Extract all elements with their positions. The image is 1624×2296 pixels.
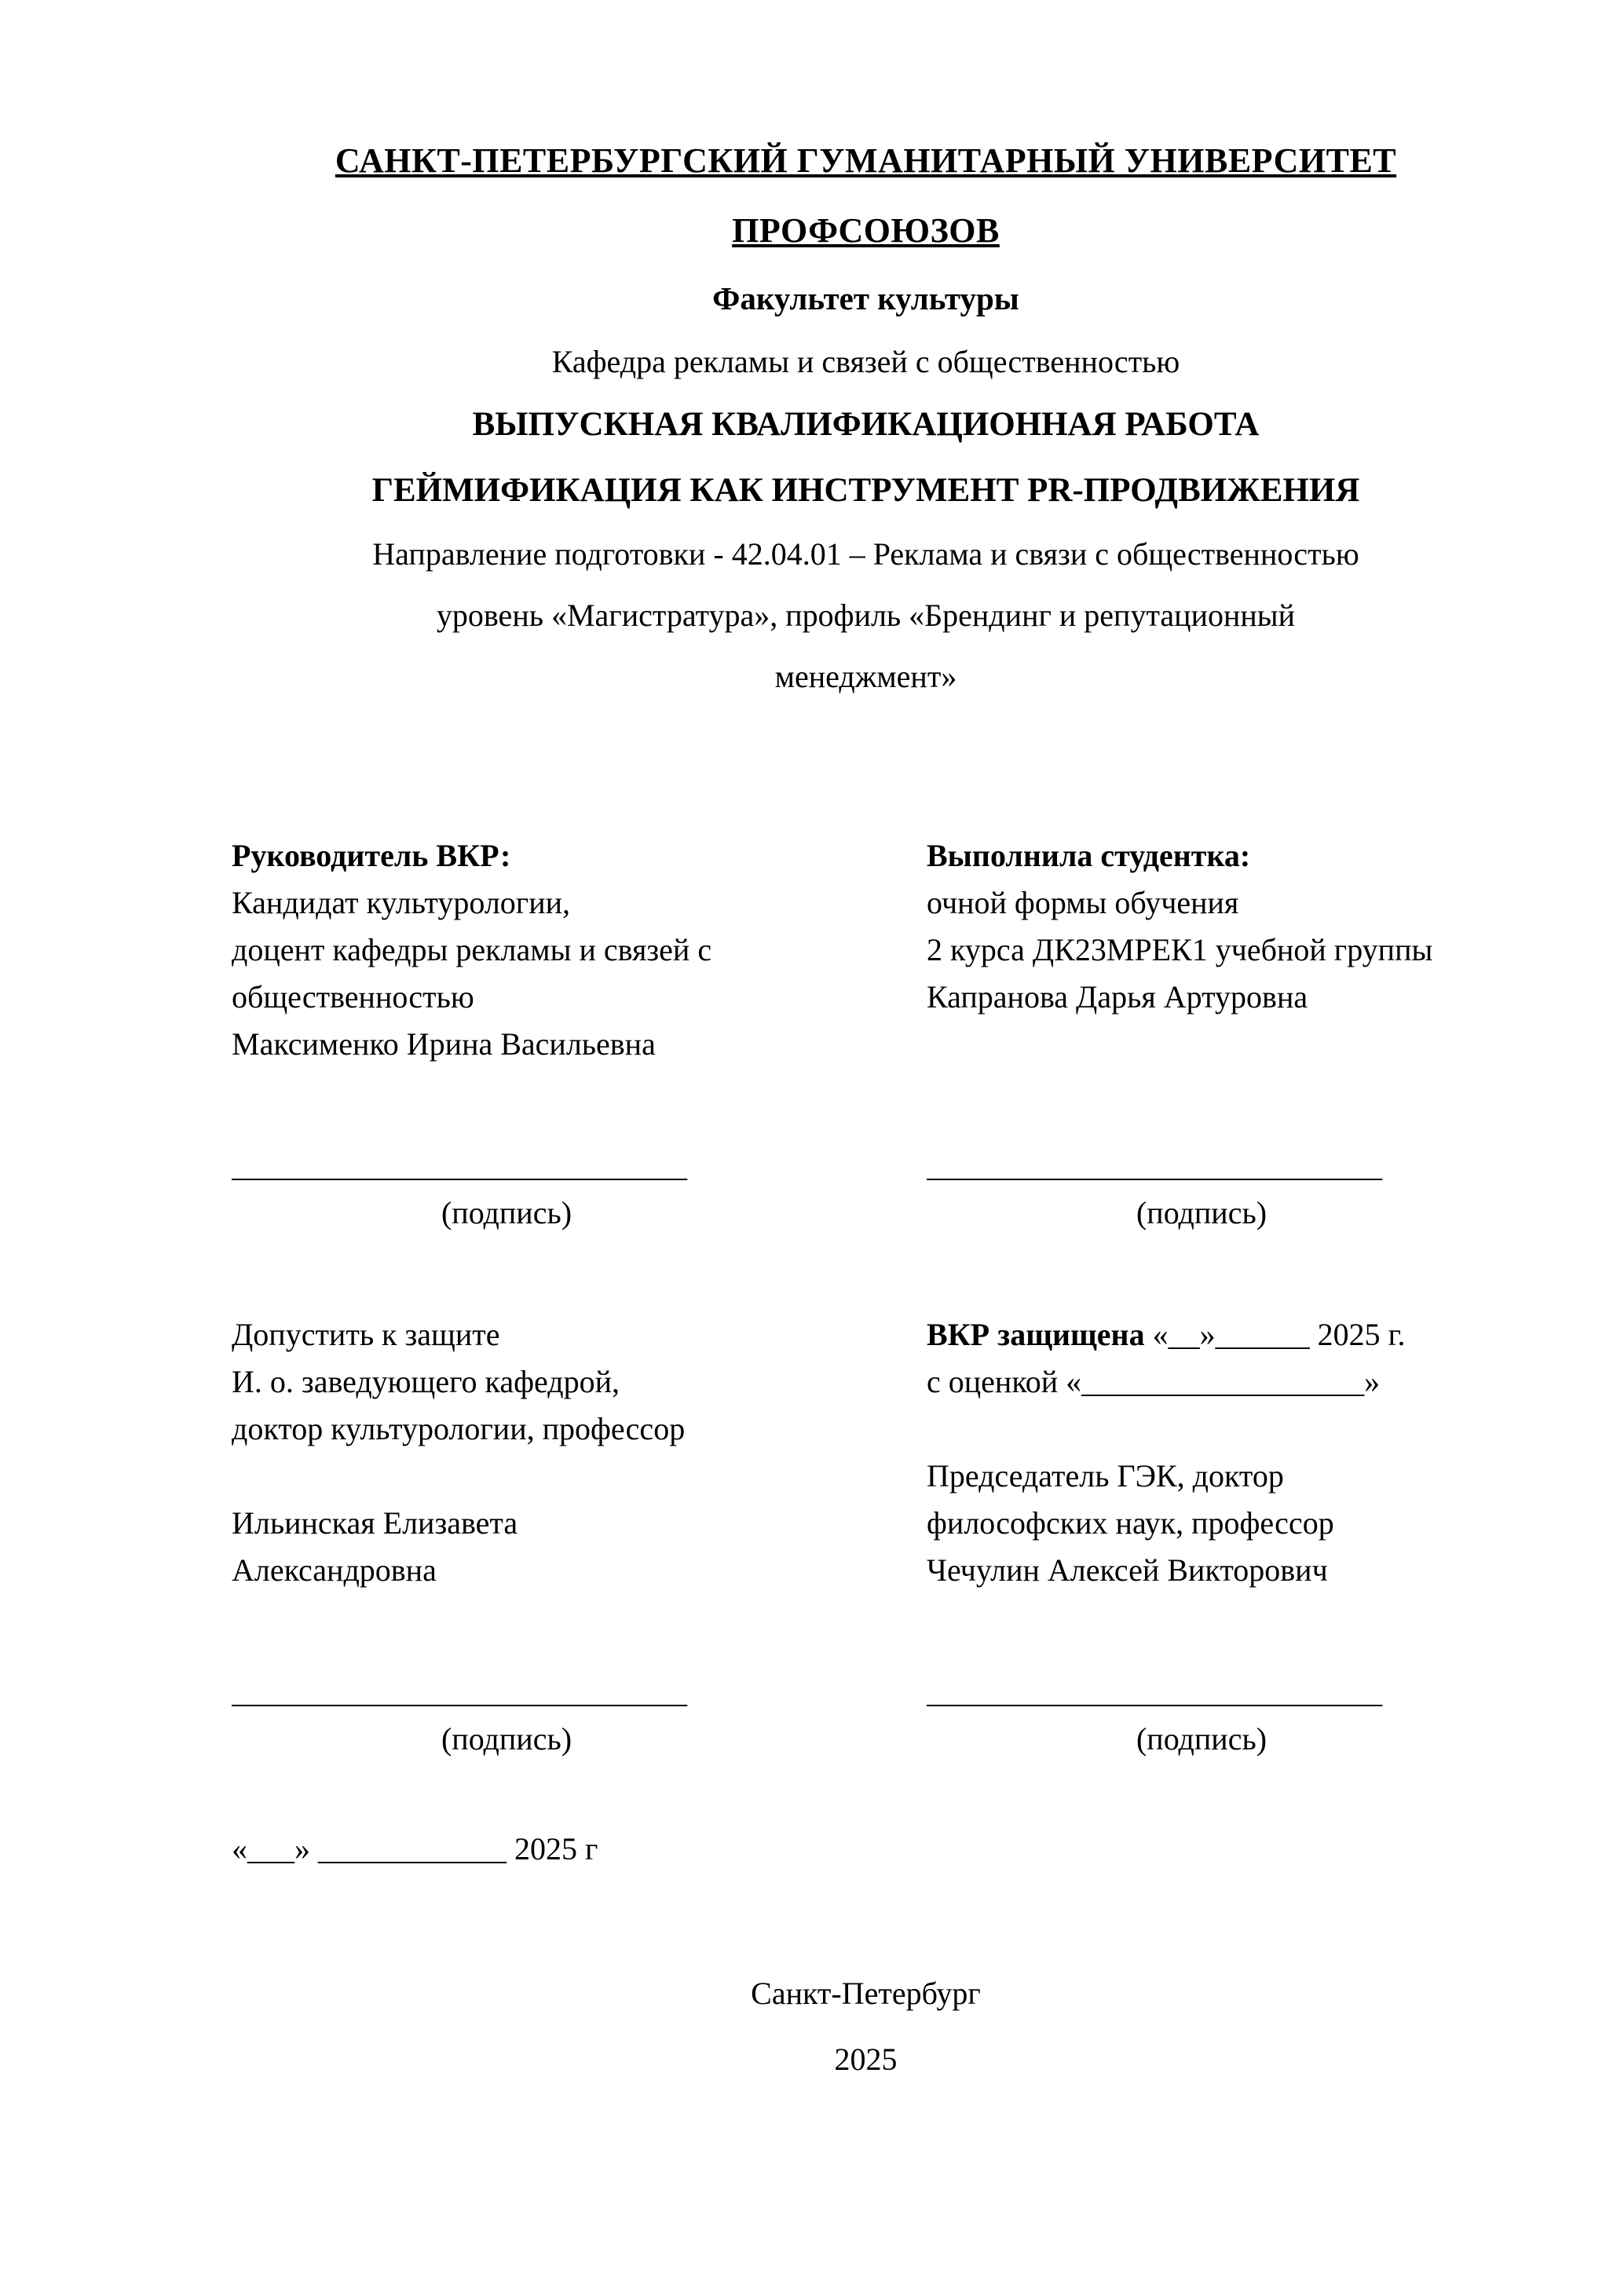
- chair-name: Чечулин Алексей Викторович: [927, 1552, 1328, 1589]
- head-signature-caption: (подпись): [441, 1721, 572, 1757]
- spacer: [927, 1021, 1500, 1068]
- student-signature-caption: (подпись): [1136, 1195, 1267, 1231]
- supervisor-degree: Кандидат культурологии,: [232, 885, 571, 921]
- chair-line1: Председатель ГЭК, доктор: [927, 1458, 1284, 1494]
- student-signature-line: _____________________________: [927, 1148, 1382, 1184]
- supervisor-signature-line: _____________________________: [232, 1148, 687, 1184]
- student-study-form: очной формы обучения: [927, 885, 1239, 921]
- admission-date-line: «___» ____________ 2025 г: [232, 1831, 598, 1867]
- supervisor-name: Максименко Ирина Васильевна: [232, 1026, 656, 1062]
- admit-line1: Допустить к защите: [232, 1317, 500, 1353]
- chair-signature-caption: (подпись): [1136, 1721, 1267, 1757]
- head-signature-block: [232, 1669, 781, 1763]
- supervisor-position-line1: доцент кафедры рекламы и связей с: [232, 932, 712, 968]
- university-name-line2: ПРОФСОЮЗОВ: [732, 210, 1000, 250]
- student-column: [927, 832, 1500, 1873]
- admit-line2: И. о. заведующего кафедрой,: [232, 1364, 620, 1400]
- student-group: 2 курса ДК23МРЕК1 учебной группы: [927, 932, 1433, 968]
- city: Санкт-Петербург: [751, 1976, 981, 2012]
- supervisor-column: [232, 832, 813, 1873]
- head-name-line2: Александровна: [232, 1552, 437, 1589]
- title-page-footer: [232, 1975, 1500, 2078]
- head-signature-line: _____________________________: [232, 1674, 687, 1710]
- defended-label: ВКР защищена: [927, 1317, 1145, 1353]
- defended-date-blank: «__»______ 2025 г.: [1144, 1317, 1406, 1353]
- spacer: [927, 1406, 1500, 1453]
- student-signature-block: [927, 1143, 1476, 1237]
- program-line2: уровень «Магистратура», профиль «Брендинг и репутационный: [436, 598, 1296, 634]
- supervisor-label: Руководитель ВКР:: [232, 838, 511, 874]
- defended-line: [927, 1311, 1500, 1358]
- department-name: Кафедра рекламы и связей с общественностью: [551, 344, 1180, 380]
- supervisor-position-line2: общественностью: [232, 979, 474, 1015]
- head-name-line1: Ильинская Елизавета: [232, 1505, 518, 1541]
- program-line3: менеджмент»: [774, 659, 957, 695]
- year: 2025: [834, 2042, 898, 2078]
- spacer: [232, 1453, 813, 1500]
- program-line1: Направление подготовки - 42.04.01 – Реклама и связи с общественностью: [372, 536, 1359, 572]
- faculty-name: Факультет культуры: [712, 280, 1019, 317]
- thesis-title: ГЕЙМИФИКАЦИЯ КАК ИНСТРУМЕНТ PR-ПРОДВИЖЕНИЯ: [371, 471, 1360, 509]
- chair-signature-line: _____________________________: [927, 1674, 1382, 1710]
- university-name-line1: САНКТ-ПЕТЕРБУРГСКИЙ ГУМАНИТАРНЫЙ УНИВЕРСИТЕТ: [335, 141, 1397, 180]
- signature-columns: [232, 832, 1500, 1873]
- admit-line3: доктор культурологии, профессор: [232, 1411, 686, 1447]
- supervisor-signature-caption: (подпись): [441, 1195, 572, 1231]
- chair-signature-block: [927, 1669, 1476, 1763]
- title-page-header: [232, 141, 1500, 695]
- grade-line: с оценкой «__________________»: [927, 1364, 1381, 1400]
- chair-line2: философских наук, профессор: [927, 1505, 1334, 1541]
- work-type: ВЫПУСКНАЯ КВАЛИФИКАЦИОННАЯ РАБОТА: [472, 406, 1260, 444]
- student-label: Выполнила студентка:: [927, 838, 1251, 874]
- supervisor-signature-block: [232, 1143, 781, 1237]
- student-name: Капранова Дарья Артуровна: [927, 979, 1308, 1015]
